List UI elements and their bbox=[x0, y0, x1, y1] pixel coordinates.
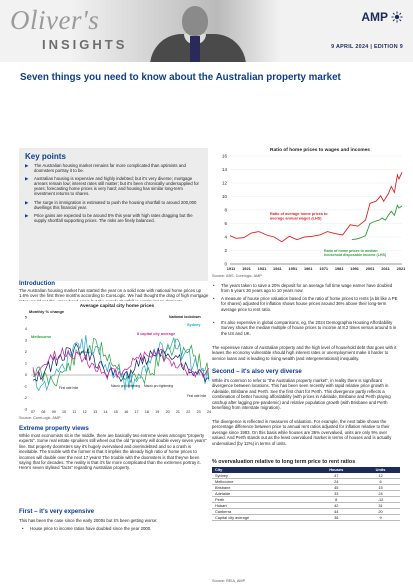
second-heading: Second – it's also very diverse bbox=[212, 368, 302, 375]
bullet-icon: • bbox=[213, 283, 215, 288]
amp-logo-text: AMP bbox=[361, 10, 388, 24]
x-tick-label: 21 bbox=[175, 410, 180, 414]
x-tick-label: 14 bbox=[103, 410, 108, 414]
introduction-text: The Australian housing market has started the year on a solid note with national home prices up 1.6% over the first three months according to CoreLogic. We had thought the drag of high mortgage bbox=[19, 288, 209, 299]
table-row: Brisbane 45 15 bbox=[212, 484, 400, 490]
author-photo-head bbox=[182, 6, 208, 36]
label-macro-pru-2: Macro pru tightening bbox=[144, 384, 174, 388]
y-tick-label: 14 bbox=[221, 167, 227, 172]
y-axis bbox=[24, 315, 27, 411]
x-tick-label: 13 bbox=[93, 410, 98, 414]
key-point-item: ▶ The surge in immigration is estimated to push the housing shortfall to around 200,000 dwellings this financial year. bbox=[25, 199, 197, 210]
label-red-series-line2: average annual wages (LHS) bbox=[270, 216, 322, 221]
header-houses: Houses bbox=[311, 467, 361, 473]
y-tick-label: 6 bbox=[224, 221, 227, 226]
date-edition: 9 APRIL 2024 | EDITION 9 bbox=[331, 44, 403, 50]
y-tick-label: 10 bbox=[221, 194, 227, 199]
masthead-title: Oliver's bbox=[10, 5, 100, 35]
x-tick-label: 2001 bbox=[365, 266, 375, 271]
y-tick-label: 16 bbox=[221, 153, 227, 159]
first-heading: First – it's very expensive bbox=[19, 508, 95, 515]
x-tick-label: 09 bbox=[51, 410, 56, 414]
label-green-series-line1: Ratio of home prices to median bbox=[324, 249, 378, 253]
label-capital-average: 8 capital city average bbox=[137, 332, 176, 336]
extreme-views-text: While most economists sit in the middle, there are basically two extreme views amongst "property experts". Some real estate spruikers still wheel out the old "property will double every seven years" line. But property doomsters say it's hugely overvalued and overindebted and so a crash is inevitable. The trouble with the former is that it implies the already high ratio of home prices to incomes will double over the next 17 years! The trouble with the doomsters is that they've been saying that for decades. The reality is that it's far more complicated than the extremes portray it. Here's seven stylised "facts" regarding Australian property. bbox=[19, 433, 207, 471]
label-red-series-line1: Ratio of average home prices to bbox=[270, 212, 328, 216]
article-headline: Seven things you need to know about the Australian property market bbox=[20, 72, 341, 83]
x-tick-label: 22 bbox=[186, 410, 191, 414]
y-tick-label: 8 bbox=[224, 207, 227, 213]
amp-logo bbox=[361, 10, 403, 24]
right-bullet-3: It's also expensive in global comparisons, eg, the 2024 Demographia Housing Affordability Survey shows the median multiple of house prices to income at 8.2 times versus around 5 in the US and UK. bbox=[221, 320, 397, 336]
label-green-series bbox=[324, 249, 387, 257]
y-tick-label: 3 bbox=[24, 338, 27, 343]
table-source: Source: REIA, AMP bbox=[212, 579, 246, 583]
table-row: Melbourne 24 6 bbox=[212, 478, 400, 484]
masthead-subtitle: INSIGHTS bbox=[42, 37, 128, 52]
table-row: Adelaide 33 24 bbox=[212, 490, 400, 496]
x-tick-label: 17 bbox=[134, 410, 139, 414]
monthly-price-change-chart bbox=[19, 301, 215, 414]
bullet-icon: • bbox=[213, 296, 215, 301]
y-tick-label: 5 bbox=[24, 315, 27, 320]
x-tick-label: 11 bbox=[72, 410, 77, 414]
header-city: City bbox=[212, 467, 311, 473]
x-tick-label: 1911 bbox=[226, 266, 236, 271]
x-tick-label: 23 bbox=[196, 410, 201, 414]
chart-right-source: Source: ABS, Corelogic, AMP bbox=[212, 274, 262, 278]
table-row: Hobart 42 31 bbox=[212, 502, 400, 508]
x-tick-label: 2021 bbox=[396, 266, 406, 271]
x-tick-label: 1951 bbox=[288, 266, 298, 271]
y-tick-label: 0 bbox=[224, 261, 227, 267]
x-tick-label: 1921 bbox=[242, 266, 251, 271]
label-sydney: Sydney bbox=[187, 323, 201, 327]
table-row: Sydney 47 12 bbox=[212, 473, 400, 479]
x-tick-label: 20 bbox=[165, 410, 170, 414]
table-row: Canberra 44 20 bbox=[212, 508, 400, 514]
table-row: Perth 8 -12 bbox=[212, 496, 400, 502]
overvaluation-table-title: % overvaluation relative to long term price to rent ratios bbox=[212, 459, 356, 465]
right-paragraph-1: The expensive nature of Australian property and the high level of household debt that goes with it leaves the economy vulnerable should high interest rates or unemployment make it harder to service loans and is leading to rising wealth (and intergenerational) inequality. bbox=[212, 345, 397, 361]
y-tick-label: -2 bbox=[23, 395, 27, 400]
bullet-icon: • bbox=[213, 320, 215, 325]
x-tick-label: 07 bbox=[31, 410, 35, 414]
label-national-lockdown: National lockdown bbox=[169, 315, 201, 319]
label-melbourne: Melbourne bbox=[31, 334, 52, 339]
header-units: Units bbox=[361, 467, 400, 473]
first-text: This has been the case since the early 2000s but it's been getting worse: bbox=[19, 518, 158, 523]
chart-left-source: Source: CoreLogic, AMP bbox=[19, 416, 61, 420]
arrow-right-icon: ▶ bbox=[25, 163, 29, 168]
x-tick-label: 1931 bbox=[257, 266, 267, 271]
label-macro-pru-1: Macro pru tightening bbox=[111, 384, 141, 388]
label-first-rate-hike-1: First rate hike bbox=[59, 386, 79, 390]
y-tick-label: 1 bbox=[24, 361, 27, 366]
author-photo-tie bbox=[190, 36, 200, 62]
introduction-heading: Introduction bbox=[19, 280, 56, 287]
y-tick-label: 0 bbox=[24, 372, 27, 377]
y-tick-label: -1 bbox=[23, 384, 27, 389]
chart-subtitle: Monthly % change bbox=[29, 309, 65, 314]
masthead-banner bbox=[0, 0, 413, 62]
key-point-item: ▶ Price gains are expected to be around 5% this year with high rates dragging but the supply shortfall supporting prices. The risks are finely balanced. bbox=[25, 212, 193, 223]
right-bullet-2: A measure of house price valuation based on the ratio of home prices to rents (a bit like a PE for shares) adjusted for inflation shows house prices around 36% above their long-term average price to rent ratio. bbox=[221, 296, 398, 312]
x-tick-label: 1971 bbox=[319, 266, 329, 271]
x-tick-label: 1961 bbox=[303, 266, 313, 271]
x-tick-label: 1981 bbox=[334, 266, 344, 271]
arrow-right-icon: ▶ bbox=[25, 199, 29, 205]
overvaluation-table bbox=[212, 467, 400, 521]
arrow-right-icon: ▶ bbox=[25, 212, 29, 218]
x-tick-label: 10 bbox=[62, 410, 67, 414]
key-points-title: Key points bbox=[25, 152, 66, 161]
y-tick-label: 2 bbox=[224, 248, 227, 253]
key-point-item: ▶ The Australian housing market remains far more complicated than optimists and doomsters portray it to be. bbox=[25, 163, 186, 174]
second-text-2: The divergence is reflected in measures of valuation. For example, the next table shows the percentage difference between price to annual rent ratios adjusted for inflation relative to their average since 1983. On this basis while houses are 36% overvalued, units are only 9% over valued. And Perth stands out as the least overvalued market in terms of houses and is actually undervalued (by 12%) in terms of units. bbox=[212, 419, 392, 446]
y-tick-label: 2 bbox=[24, 349, 27, 354]
extreme-views-heading: Extreme property views bbox=[19, 425, 89, 432]
chart-title: Ratio of home prices to wages and incomes bbox=[270, 148, 370, 153]
chart-title: Average capital city home prices bbox=[79, 304, 155, 309]
y-tick-label: -3 bbox=[23, 407, 27, 412]
label-first-rate-hike-2: First rate hike bbox=[187, 394, 207, 398]
x-tick-label: 16 bbox=[124, 410, 129, 414]
bullet-icon: • bbox=[22, 526, 24, 531]
label-green-series-line2: household disposable income (LHS) bbox=[324, 253, 387, 257]
key-points-box bbox=[19, 148, 208, 281]
x-tick-label: 15 bbox=[113, 410, 118, 414]
home-price-ratio-chart bbox=[212, 146, 407, 273]
x-tick-label: 1991 bbox=[350, 266, 359, 271]
x-tick-label: 2011 bbox=[381, 266, 390, 271]
second-text-1: While it's common to refer to "the Australian property market", in reality there is significant divergence between locations. This has been seen recently with rapid relative price growth in Adelaide, Brisbane and Perth. See the first chart for Perth. This divergence partly reflects a combination of better housing affordability (with prices in Adelaide, Brisbane and Perth playing catchup after lagging pre-pandemic) and relative population growth (with Brisbane and Perth benefiting from interstate migration). bbox=[212, 378, 391, 411]
key-point-item: ▶ Australian housing is expensive and highly indebted; but it's very diverse; mortgage arrears remain low; interest rates still matter; but it's been chronically undersupplied for years; forecasting home prices is very hard; and housing has similar long-term investment returns to shares. bbox=[25, 176, 199, 197]
x-tick-label: 18 bbox=[144, 410, 149, 414]
amp-sun-icon bbox=[391, 11, 403, 23]
x-tick-label: 08 bbox=[41, 410, 46, 414]
arrow-right-icon: ▶ bbox=[25, 176, 29, 182]
first-bullet: House price to income ratios have doubled since the year 2000. bbox=[30, 526, 152, 531]
right-bullet-1: The years taken to save a 20% deposit for an average full time wage earner have doubled from 5 years 30 years ago to 10 years now. bbox=[221, 283, 393, 294]
y-tick-label: 4 bbox=[224, 234, 227, 240]
table-row: Capital city average 36 9 bbox=[212, 514, 400, 520]
x-tick-label: 19 bbox=[155, 410, 160, 414]
x-tick-label: 24 bbox=[207, 410, 211, 414]
y-tick-label: 12 bbox=[221, 180, 227, 186]
key-points-list bbox=[25, 163, 202, 223]
label-red-series bbox=[270, 212, 329, 220]
y-tick-label: 4 bbox=[24, 326, 27, 331]
x-tick-label: 12 bbox=[82, 410, 87, 414]
x-tick-label: 1941 bbox=[273, 266, 282, 271]
